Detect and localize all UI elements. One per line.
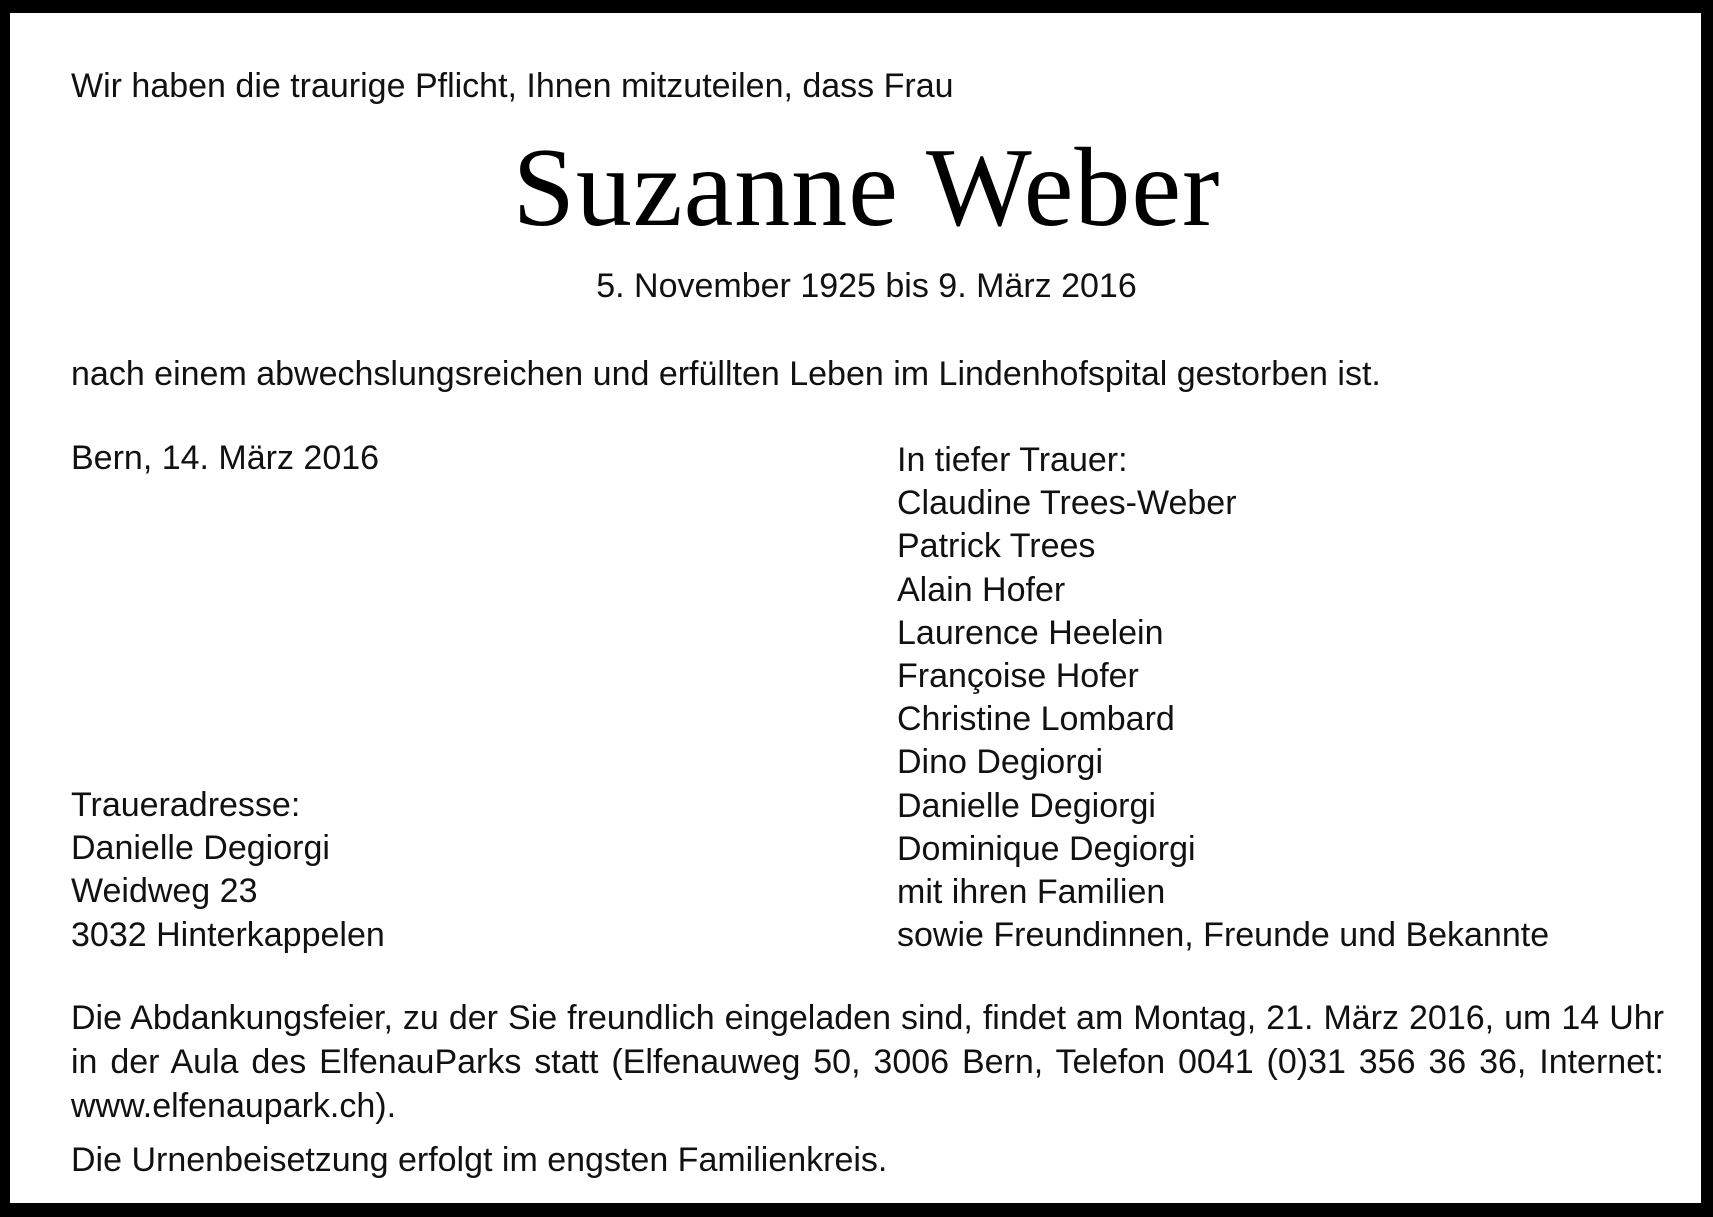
deceased-name: Suzanne Weber [512,126,1221,250]
mourners-list [897,439,1549,957]
place-and-date: Bern, 14. März 2016 [71,439,380,477]
mourning-address [71,784,385,957]
life-dates: 5. November 1925 bis 9. März 2016 [596,267,1137,305]
mourners-heading: In tiefer Trauer: [897,441,1128,479]
address-city: 3032 Hinterkappelen [71,915,385,954]
address-street: Weidweg 23 [71,872,258,911]
death-statement: nach einem abwechslungsreichen und erfüllten Leben im Lindenhofspital gestorben ist. [71,355,1381,393]
ceremony-paragraph: Die Abdankungsfeier, zu der Sie freundlich eingeladen sind, findet am Montag, 21. März 2016, um 14 Uhr in der Aula des ElfenauParks statt (Elfenauweg 50, 3006 Bern, Telefon 0041 (0)31 356 36 36, Internet: www.elfenaupark.ch). [71,999,1664,1125]
mourner-name: Danielle Degiorgi [897,786,1156,825]
mourner-name: Christine Lombard [897,700,1175,739]
address-heading: Traueradresse: [71,786,301,824]
mourner-name: Françoise Hofer [897,657,1139,696]
mourner-name: Claudine Trees-Weber [897,484,1237,523]
mourner-name: Patrick Trees [897,527,1096,566]
intro-text: Wir haben die traurige Pflicht, Ihnen mitzuteilen, dass Frau [71,67,954,105]
mourner-name: Alain Hofer [897,570,1066,609]
mourner-name: Laurence Heelein [897,613,1164,652]
mourner-families: mit ihren Familien [897,873,1166,912]
mourner-name: Dominique Degiorgi [897,829,1196,868]
mourner-name: Dino Degiorgi [897,743,1103,782]
urn-burial-note: Die Urnenbeisetzung erfolgt im engsten Familienkreis. [71,1141,888,1179]
address-name: Danielle Degiorgi [71,829,330,868]
mourner-friends: sowie Freundinnen, Freunde und Bekannte [897,916,1550,955]
